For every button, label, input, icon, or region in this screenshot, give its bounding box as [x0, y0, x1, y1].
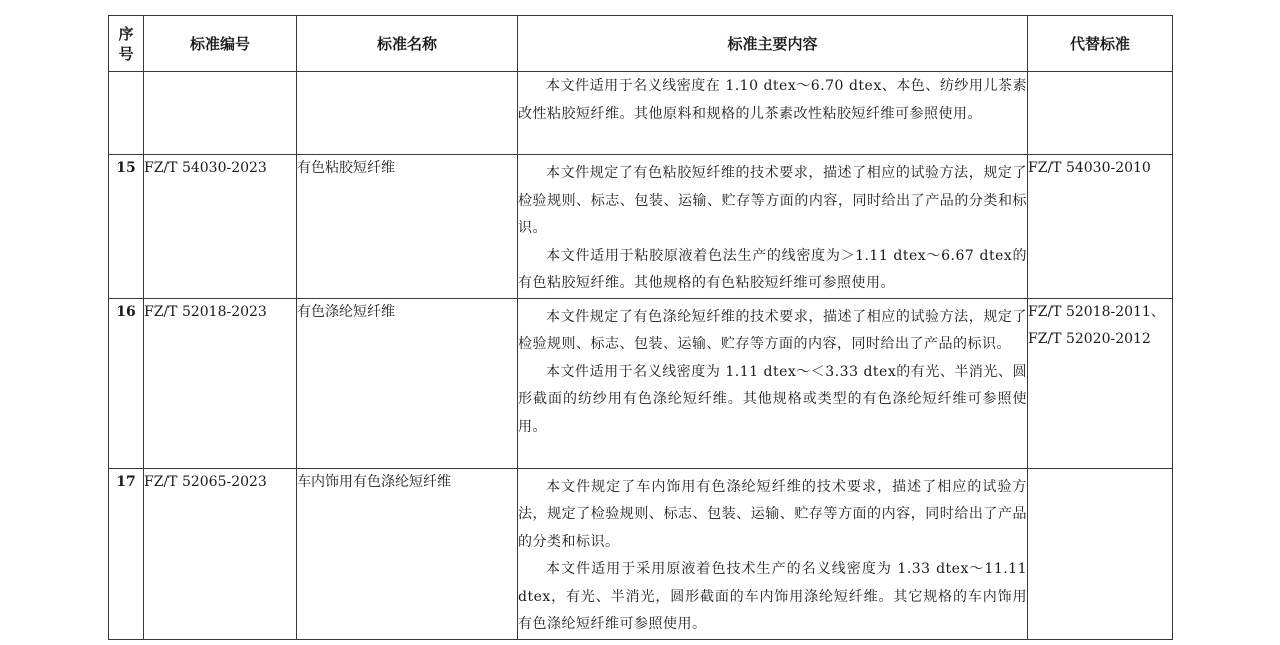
header-replaces: 代替标准 — [1028, 16, 1173, 72]
replaces-item: FZ/T 54030-2010 — [1028, 160, 1151, 176]
cell-code: FZ/T 52018-2023 — [144, 298, 297, 468]
content-paragraph: 本文件规定了有色涤纶短纤维的技术要求，描述了相应的试验方法，规定了检验规则、标志、包装、运输、贮存等方面的内容，同时给出了产品的标识。 — [518, 308, 1027, 352]
cell-content — [518, 468, 1028, 639]
table-row — [109, 298, 1173, 468]
cell-no: 16 — [109, 298, 144, 468]
cell-name: 有色涤纶短纤维 — [297, 298, 518, 468]
header-no-line1: 序 — [118, 24, 134, 43]
table-row-continuation — [109, 72, 1173, 155]
cell-name: 有色粘胶短纤维 — [297, 155, 518, 299]
content-paragraph: 本文件适用于粘胶原液着色法生产的线密度为＞1.11 dtex～6.67 dtex的有色粘胶短纤维。其他规格的有色粘胶短纤维可参照使用。 — [518, 247, 1027, 291]
content-paragraph: 本文件适用于采用原液着色技术生产的名义线密度为 1.33 dtex～11.11 dtex，有光、半消光，圆形截面的车内饰用涤纶短纤维。其它规格的车内饰用有色涤纶短纤维可参照使用。 — [518, 561, 1027, 632]
cell-code — [144, 72, 297, 155]
table-header-row — [109, 16, 1173, 72]
header-code: 标准编号 — [144, 16, 297, 72]
header-content: 标准主要内容 — [518, 16, 1028, 72]
content-paragraph: 本文件规定了有色粘胶短纤维的技术要求，描述了相应的试验方法，规定了检验规则、标志、包装、运输、贮存等方面的内容，同时给出了产品的分类和标识。 — [518, 165, 1027, 236]
cell-no: 15 — [109, 155, 144, 299]
replaces-item: FZ/T 52020-2012 — [1028, 331, 1151, 347]
content-paragraph: 本文件规定了车内饰用有色涤纶短纤维的技术要求，描述了相应的试验方法，规定了检验规则、标志、包装、运输、贮存等方面的内容，同时给出了产品的分类和标识。 — [518, 478, 1027, 550]
table-row — [109, 468, 1173, 639]
cell-no — [109, 72, 144, 155]
replaces-item: FZ/T 52018-2011、 — [1028, 303, 1165, 320]
cell-replaces — [1028, 468, 1173, 639]
cell-code: FZ/T 54030-2023 — [144, 155, 297, 299]
cell-replaces — [1028, 72, 1173, 155]
header-no — [109, 16, 144, 72]
cell-name: 车内饰用有色涤纶短纤维 — [297, 468, 518, 639]
cell-replaces — [1028, 155, 1173, 299]
content-paragraph: 本文件适用于名义线密度为 1.11 dtex～＜3.33 dtex的有光、半消光、圆形截面的纺纱用有色涤纶短纤维。其他规格或类型的有色涤纶短纤维可参照使用。 — [518, 363, 1027, 435]
cell-name — [297, 72, 518, 155]
header-no-line2: 号 — [118, 44, 134, 63]
header-name: 标准名称 — [297, 16, 518, 72]
standards-table — [108, 15, 1173, 640]
table-row — [109, 155, 1173, 299]
cell-content — [518, 298, 1028, 468]
cell-content — [518, 72, 1028, 155]
cell-replaces — [1028, 298, 1173, 468]
cell-content — [518, 155, 1028, 299]
content-paragraph: 本文件适用于名义线密度在 1.10 dtex～6.70 dtex、本色、纺纱用儿茶素改性粘胶短纤维。其他原料和规格的儿茶素改性粘胶短纤维可参照使用。 — [518, 78, 1027, 122]
cell-no: 17 — [109, 468, 144, 639]
cell-code: FZ/T 52065-2023 — [144, 468, 297, 639]
